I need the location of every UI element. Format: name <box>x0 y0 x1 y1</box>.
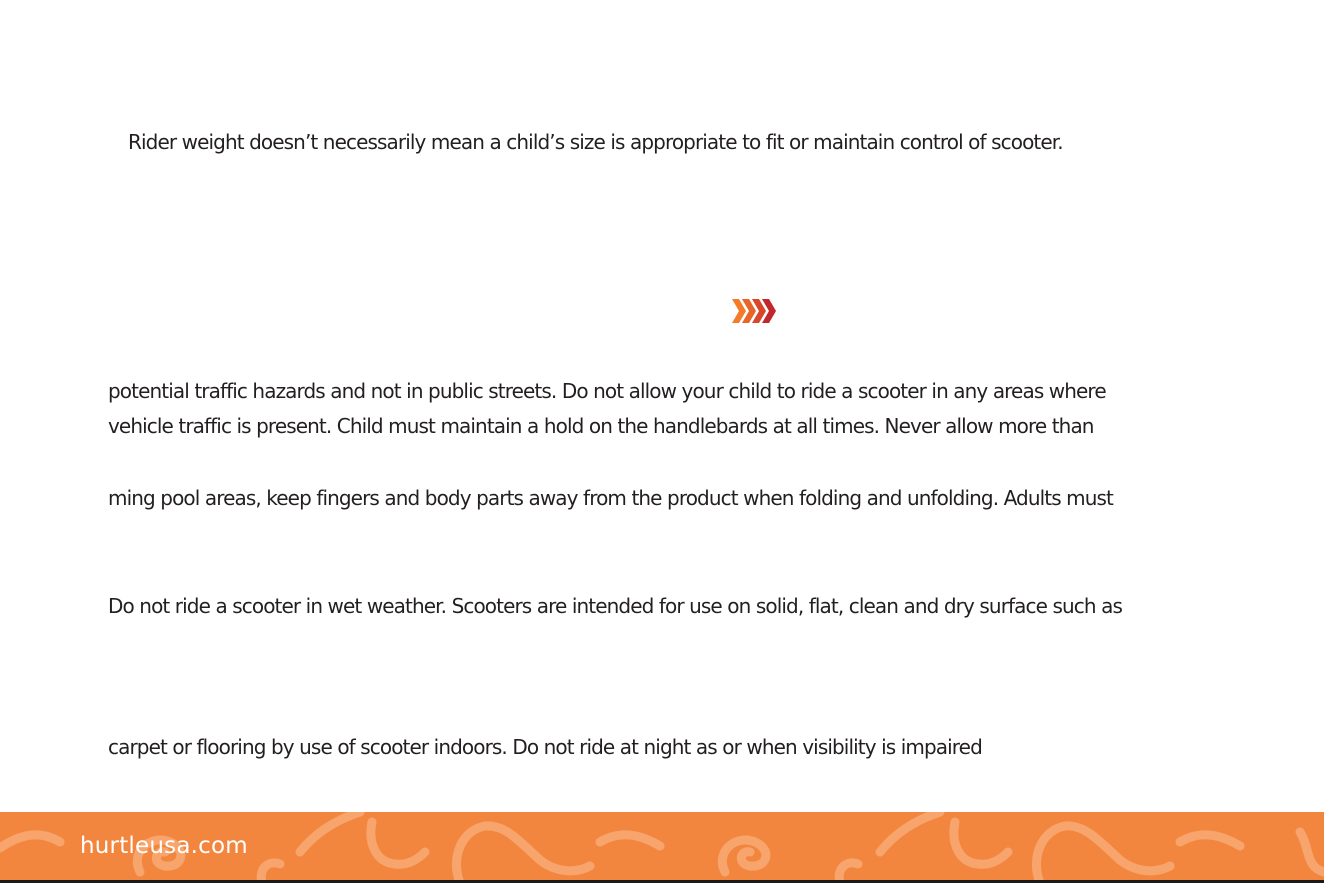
body-text-line: carpet or flooring by use of scooter indoors. Do not ride at night as or when visibility is impaired <box>108 735 982 759</box>
body-text-line: potential traffic hazards and not in public streets. Do not allow your child to ride a scooter in any areas where <box>108 379 1106 403</box>
footer-banner <box>0 812 1324 883</box>
chevron-arrows-icon <box>732 298 778 324</box>
body-text-line: vehicle traffic is present. Child must maintain a hold on the handlebards at all times. Never allow more than <box>108 414 1094 438</box>
website-url: hurtleusa.com <box>80 833 248 859</box>
rider-weight-note: Rider weight doesn’t necessarily mean a child’s size is appropriate to fit or maintain control of scooter. <box>128 130 1063 154</box>
body-text-line: ming pool areas, keep fingers and body parts away from the product when folding and unfolding. Adults must <box>108 486 1114 510</box>
body-text-line: Do not ride a scooter in wet weather. Scooters are intended for use on solid, flat, clean and dry surface such as <box>108 594 1122 618</box>
